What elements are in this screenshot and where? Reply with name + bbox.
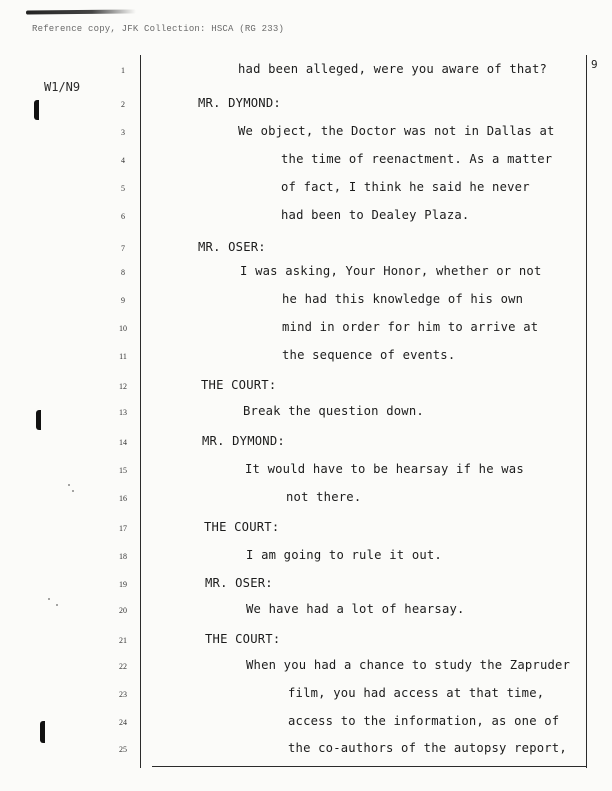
line-text: had been alleged, were you aware of that? [238,62,548,76]
line-text: of fact, I think he said he never [281,180,530,194]
line-number: 20 [119,606,127,615]
transcript-line [0,714,612,736]
line-number: 11 [119,352,127,361]
line-text: the co-authors of the autopsy report, [288,741,567,755]
speaker-label: MR. DYMOND: [202,434,285,448]
line-number: 5 [121,184,125,193]
line-text: had been to Dealey Plaza. [281,208,470,222]
transcript-line [0,520,612,542]
transcript-line [0,292,612,314]
line-text: he had this knowledge of his own [282,292,524,306]
transcript-line [0,686,612,708]
file-code: W1/N9 [44,80,81,94]
line-text: film, you had access at that time, [288,686,545,700]
line-number: 4 [121,156,125,165]
bottom-margin-rule [152,766,586,767]
speaker-label: THE COURT: [204,520,280,534]
line-text: I am going to rule it out. [246,548,442,562]
scan-speck [48,598,50,600]
transcript-line [0,348,612,370]
transcript-line [0,576,612,598]
line-text: mind in order for him to arrive at [282,320,539,334]
line-text: When you had a chance to study the Zapruder [246,658,571,672]
line-number: 24 [119,718,127,727]
transcript-line [0,62,612,84]
scan-speck [68,484,70,486]
line-text: Break the question down. [243,404,424,418]
transcript-line [0,96,612,118]
speaker-label: MR. DYMOND: [198,96,281,110]
line-text: We object, the Doctor was not in Dallas at [238,124,555,138]
line-number: 19 [119,580,127,589]
transcript-line [0,462,612,484]
speaker-label: THE COURT: [201,378,277,392]
page-number: 9 [591,58,598,71]
transcript-line [0,378,612,400]
transcript-line [0,180,612,202]
line-number: 22 [119,662,127,671]
line-text: We have had a lot of hearsay. [246,602,465,616]
line-text: access to the information, as one of [288,714,560,728]
speaker-label: THE COURT: [205,632,281,646]
speaker-label: MR. OSER: [205,576,273,590]
line-number: 18 [119,552,127,561]
line-number: 2 [121,100,125,109]
speaker-label: MR. OSER: [198,240,266,254]
transcript-line [0,264,612,286]
line-number: 1 [121,66,125,75]
line-text: I was asking, Your Honor, whether or not [240,264,542,278]
transcript-line [0,124,612,146]
transcript-line [0,490,612,512]
line-number: 8 [121,268,125,277]
transcript-line [0,208,612,230]
transcript-line [0,548,612,570]
line-number: 17 [119,524,127,533]
transcript-line [0,404,612,426]
line-number: 14 [119,438,127,447]
line-number: 7 [121,244,125,253]
line-number: 25 [119,745,127,754]
line-number: 15 [119,466,127,475]
line-number: 3 [121,128,125,137]
transcript-line [0,434,612,456]
line-number: 23 [119,690,127,699]
line-number: 16 [119,494,127,503]
line-number: 13 [119,408,127,417]
line-text: It would have to be hearsay if he was [245,462,524,476]
header-redaction-smear [26,9,136,14]
line-number: 10 [119,324,127,333]
transcript-line [0,240,612,262]
transcript-line [0,632,612,654]
line-text: the sequence of events. [282,348,456,362]
transcript-line [0,658,612,680]
line-text: the time of reenactment. As a matter [281,152,553,166]
reference-copy-header: Reference copy, JFK Collection: HSCA (RG 233) [32,24,285,34]
line-number: 6 [121,212,125,221]
line-number: 12 [119,382,127,391]
transcript-line [0,320,612,342]
transcript-line [0,602,612,624]
line-number: 9 [121,296,125,305]
line-text: not there. [286,490,362,504]
transcript-line [0,741,612,763]
line-number: 21 [119,636,127,645]
transcript-line [0,152,612,174]
